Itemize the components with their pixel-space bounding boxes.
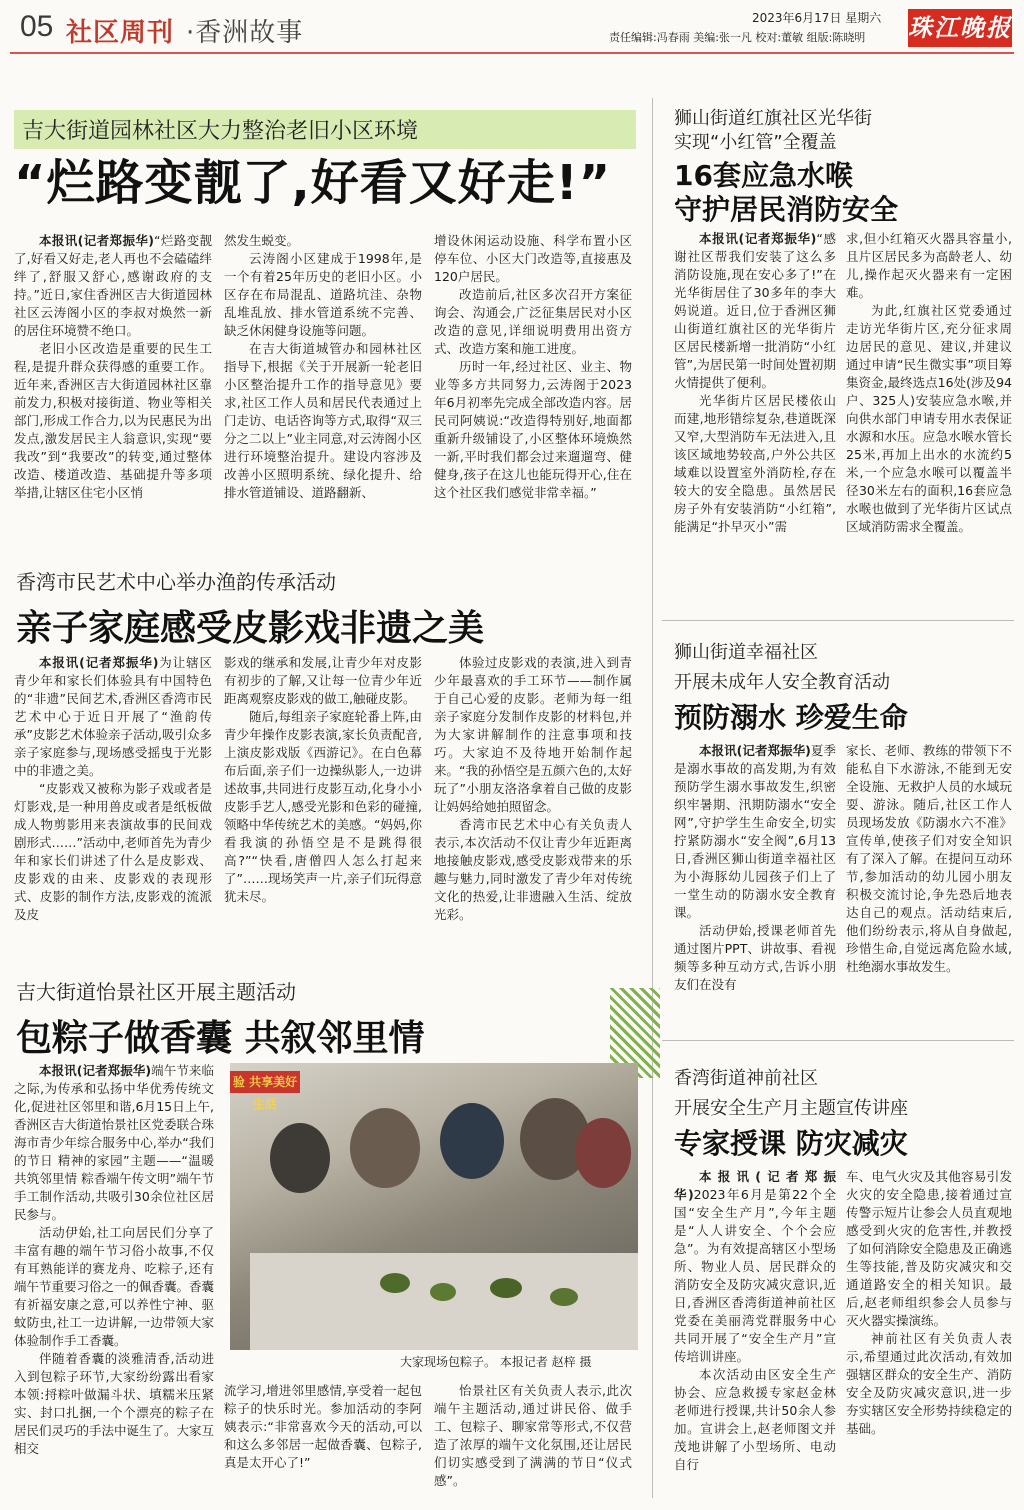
right1-col1 [674,230,836,536]
article1-col3 [434,232,632,502]
photo-caption: 大家现场包粽子。 本报记者 赵梓 摄 [400,1355,592,1369]
right1-byline: 本报讯(记者郑振华) [699,231,817,246]
right2-text: 活动伊始,授课老师首先通过图片PPT、讲故事、看视频等多种互动方式,告诉小朋友们在没有 [674,923,836,992]
article3-col3 [434,1382,632,1490]
right2-text: 家长、老师、教练的带领下不能私自下水游泳,不能到无安全设施、无救护人员的水域玩耍、游泳。随后,社区工作人员现场发放《防溺水六不准》宣传单,使孩子们对安全知识有了深入了解。在提问互动环节,参加活动的幼儿园小朋友积极交流讨论,争先恐后地表达自己的观点。活动结束后,他们纷纷表示,将从自身做起,珍惜生命,自觉远离危险水域,杜绝溺水事故发生。 [846,743,1012,974]
article3-text: 伴随着香囊的淡雅清香,活动进入到包粽子环节,大家纷纷露出看家本领:捋粽叶做漏斗状、填糯米压紧实、封口扎捆,一个个漂亮的粽子在居民们灵巧的手法中诞生了。大家互相交 [14,1351,215,1456]
article1-text: 增设休闲运动设施、科学布置小区停车位、小区大门改造等,直接惠及120户居民。 [434,233,632,284]
article3-text: 端午节来临之际,为传承和弘扬中华优秀传统文化,促进社区邻里和谐,6月15日上午,香洲区吉大街道怡景社区党委联合珠海市青少年综合服务中心,举办“我们的节日 精神的家园”主题——“温暖共筑邻里情 粽香端午传文明”端午节手工制作活动,共吸引30余位社区居民参与。 [14,1063,215,1222]
right3-byline: 本报讯(记者郑振华) [674,1169,836,1202]
right1-text: 求,但小红箱灭火器具容量小,且片区居民多为高龄老人、幼儿,操作起灭火器来有一定困难。 [846,231,1012,300]
article2-col3 [434,654,632,924]
right2-headline: 预防溺水 珍爱生命 [674,701,908,734]
right3-kicker: 香湾街道神前社区 [674,1068,818,1089]
article1-headline: “烂路变靓了,好看又好走!” [14,155,612,211]
right2-byline: 本报讯(记者郑振华) [699,743,811,758]
right3-text: 2023年6月是第22个全国“安全生产月”,今年主题是“人人讲安全、个个会应急”。为有效提高辖区小型场所、物业人员、居民群众的消防安全及防灾减灾意识,近日,香洲区香湾街道神前社区党委在美丽湾党群服务中心共同开展了“安全生产月”宣传培训讲座。 [674,1187,836,1364]
section-name: 社区周刊 [66,18,175,48]
right3-text: 本次活动由区安全生产协会、应急救援专家赵金林老师进行授课,共计50余人参加。宣讲会上,赵老师图文并茂地讲解了小型场所、电动自行 [674,1367,836,1472]
right2-text: 夏季是溺水事故的高发期,为有效预防学生溺水事故发生,织密织牢暑期、汛期防溺水“安全网”,守护学生生命安全,切实拧紧防溺水“安全阀”,6月13日,香洲区狮山街道幸福社区为小海豚幼儿园孩子们上了一堂生动的防溺水安全教育课。 [674,743,836,920]
photo-zongzi-making [230,1063,638,1350]
article3-col1 [14,1062,214,1458]
right3-kicker: 开展安全生产月主题宣传讲座 [674,1098,908,1119]
article1-col2 [224,232,422,502]
photo-zongzi [380,1273,410,1293]
right1-kicker: 实现“小红管”全覆盖 [674,132,837,153]
article2-text: 体验过皮影戏的表演,进入到青少年最喜欢的手工环节——制作属于自己心爱的皮影。老师为每一组亲子家庭分发制作皮影的材料包,并为大家讲解制作的注意事项和技巧。大家迫不及待地开始制作起来。“我的孙悟空是五颜六色的,太好玩了”小朋友洛洛拿着自己做的皮影让妈妈给她拍照留念。 [434,655,632,814]
right3-text: 神前社区有关负责人表示,希望通过此次活动,有效加强辖区群众的安全生产、消防安全及防灾减灾意识,进一步夯实辖区安全形势持续稳定的基础。 [846,1331,1012,1436]
article1-col1 [14,232,212,502]
article2-text: 随后,每组亲子家庭轮番上阵,由青少年操作皮影表演,家长负责配音,上演皮影戏版《西游记》。在白色幕布后面,亲子们一边操纵影人,一边讲述故事,共同进行皮影互动,化身小小皮影手艺人,感受光影和色彩的碰撞,领略中华传统艺术的美感。“妈妈,你看我演的孙悟空是不是跳得很高?”“快看,唐僧四人怎么打起来了”……现场笑声一片,亲子们玩得意犹未尽。 [224,709,422,904]
article2-text: 香湾市民艺术中心有关负责人表示,本次活动不仅让青少年近距离地接触皮影戏,感受皮影戏带来的乐趣与魅力,同时激发了青少年对传统文化的热爱,让非遗融入生活、绽放光彩。 [434,817,632,922]
article3-text: 怡景社区有关负责人表示,此次端午主题活动,通过讲民俗、做手工、包粽子、聊家常等形式,不仅营造了浓厚的端午文化氛围,还让居民们切实感受到了满满的节日“仪式感”。 [434,1383,632,1488]
article3-text: 活动伊始,社工向居民们分享了丰富有趣的端午节习俗小故事,不仅有耳熟能详的赛龙舟、吃粽子,还有端午节重要习俗之一的佩香囊。香囊有祈福安康之意,可以养性宁神、驱蚊防虫,社工一边讲解,一边带领大家体验制作手工香囊。 [14,1225,215,1348]
right2-col2 [846,742,1012,976]
right1-col2 [846,230,1012,536]
right3-text: 车、电气火灾及其他容易引发火灾的安全隐患,接着通过宣传警示短片让参会人员直观地感受到火灾的危害性,并教授了如何消除安全隐患及正确逃生等技能,普及防灾减灾和交通道路安全的相关知识。最后,赵老师组织参会人员参与灭火器实操演练。 [846,1169,1012,1328]
photo-zongzi [490,1278,522,1298]
article3-byline: 本报讯(记者郑振华) [39,1063,152,1078]
section-divider [662,620,1014,621]
right1-text: 光华街片区居民楼依山而建,地形错综复杂,巷道既深又窄,大型消防车无法进入,且该区域地势较高,户外公共区域难以设置室外消防栓,存在较大的安全隐患。虽然居民房子外有安装消防“小红箱”,能满足“扑早灭小”需 [674,393,836,534]
page-number: 05 [20,10,54,43]
article2-col1 [14,654,212,924]
article2-text: 影戏的继承和发展,让青少年对皮影有初步的了解,又让每一位青少年近距离观察皮影戏的做工,触碰皮影。 [224,655,422,706]
right1-headline: 16套应急水喉 [674,159,853,192]
article1-text: 然发生蜕变。 [224,233,300,248]
article2-headline: 亲子家庭感受皮影戏非遗之美 [16,608,485,649]
article2-kicker: 香湾市民艺术中心举办渔韵传承活动 [16,570,336,594]
article1-text: “烂路变靓了,好看又好走,老人再也不会磕磕绊绊了,舒服又舒心,感谢政府的支持。”近日,家住香洲区吉大街道园林社区云涛阁小区的李叔对焕然一新的居住环境赞不绝口。 [14,233,212,338]
right1-kicker: 狮山街道红旗社区光华街 [674,108,872,129]
photo-table [250,1253,638,1350]
photo-zongzi [430,1283,456,1301]
editor-credits: 责任编辑:冯春雨 美编:张一凡 校对:董敏 组版:陈晓明 [609,31,866,44]
right3-col1 [674,1168,836,1474]
right2-kicker: 狮山街道幸福社区 [674,642,818,663]
right1-headline: 守护居民消防安全 [674,193,899,226]
article2-text: “皮影戏又被称为影子戏或者是灯影戏,是一种用兽皮或者是纸板做成人物剪影用来表演故事的民间戏剧形式……”活动中,老师首先为青少年和家长们讲述了什么是皮影戏、皮影戏的由来、皮影戏的表现形式、皮影的制作方法,皮影戏的流派及皮 [14,781,212,922]
photo-zongzi [550,1288,578,1306]
article2-col2 [224,654,422,906]
article1-text: 在吉大街道城管办和园林社区指导下,根据《关于开展新一轮老旧小区整治提升工作的指导意见》要求,社区工作人员和居民代表通过上门走访、电话咨询等方式,取得“双三分之二以上”业主同意,对云涛阁小区进行环境整治提升。建设内容涉及改善小区照明系统、绿化提升、给排水管道铺设、道路翻新、 [224,341,422,500]
article3-col2 [224,1382,422,1472]
section-subtitle: ·香洲故事 [186,18,304,48]
masthead-rule [10,52,1014,54]
article2-byline: 本报讯(记者郑振华) [39,655,159,670]
photo-figure [350,1108,420,1188]
issue-date: 2023年6月17日 星期六 [752,11,882,25]
article1-text: 历时一年,经过社区、业主、物业等多方共同努力,云涛阁于2023年6月初率先完成全部改造内容。居民司阿姨说:“改造得特别好,地面都重新升级铺设了,小区整体环境焕然一新,平时我们都会过来遛遛弯、健健身,孩子在这儿也能玩得开心,住在这个社区我们感觉非常幸福。” [434,359,632,500]
photo-figure [575,1118,631,1188]
right3-headline: 专家授课 防灾减灾 [674,1127,908,1160]
article1-byline: 本报讯(记者郑振华) [39,233,154,248]
masthead [0,0,1024,56]
right1-text: “感谢社区帮我们安装了这么多消防设施,现在安心多了!”在光华街居住了30多年的李大妈说道。近日,位于香洲区狮山街道红旗社区的光华街片区居民楼新增一批消防“小红管”,为居民第一时间处置初期火情提供了便利。 [674,231,836,390]
right1-text: 为此,红旗社区党委通过走访光华街片区,充分征求周边居民的意见、建议,并建议通过申请“民生微实事”项目筹集资金,最终选点16处(涉及94户、325人)安装应急水喉,并向供水部门申请专用水表保证水源和水压。应急水喉水管长25米,再加上出水的水流约5米,一个应急水喉可以覆盖半径30米左右的面积,16套应急水喉也做到了光华街片区试点区域消防需求全覆盖。 [846,303,1012,534]
right2-col1 [674,742,836,994]
article1-kicker: 吉大街道园林社区大力整治老旧小区环境 [14,110,636,149]
newspaper-logo: 珠江晚报 [908,9,1012,47]
article2-text: 为让辖区青少年和家长们体验具有中国特色的“非遗”民间艺术,香洲区香湾市民艺术中心于近日开展了“渔韵传承”皮影艺术体验亲子活动,吸引众多亲子家庭参与,现场感受摇曳于光影中的非遗之美。 [14,655,212,778]
article3-text: 流学习,增进邻里感情,享受着一起包粽子的快乐时光。参加活动的李阿姨表示:“非常喜欢今天的活动,可以和这么多邻居一起做香囊、包粽子,真是太开心了!” [224,1383,422,1470]
section-divider [662,1040,1014,1041]
article3-kicker: 吉大街道怡景社区开展主题活动 [16,980,296,1004]
right2-kicker: 开展未成年人安全教育活动 [674,672,890,693]
article1-text: 改造前后,社区多次召开方案征询会、沟通会,广泛征集居民对小区改造的意见,详细说明费用出资方式、改造方案和施工进度。 [434,287,632,356]
article1-text: 老旧小区改造是重要的民生工程,是提升群众获得感的重要工作。近年来,香洲区吉大街道园林社区靠前发力,积极对接街道、物业等相关部门,形成工作合力,以为民惠民为出发点,激发居民主人翁意识,实现“要我改”到“我要改”的转变,通过整体改造、楼道改造、基础提升等多项举措,让辖区住宅小区悄 [14,341,212,500]
photo-figure [440,1103,504,1179]
photo-banner: 验 共享美好生活 [230,1071,300,1093]
article1-text: 云涛阁小区建成于1998年,是一个有着25年历史的老旧小区。小区存在布局混乱、道路坑洼、杂物乱堆乱放、排水管道系统不完善、缺乏休闲健身设施等问题。 [224,251,422,338]
right3-col2 [846,1168,1012,1438]
article3-headline: 包粽子做香囊 共叙邻里情 [16,1018,425,1059]
column-divider [652,98,653,1498]
photo-figure [270,1123,330,1193]
